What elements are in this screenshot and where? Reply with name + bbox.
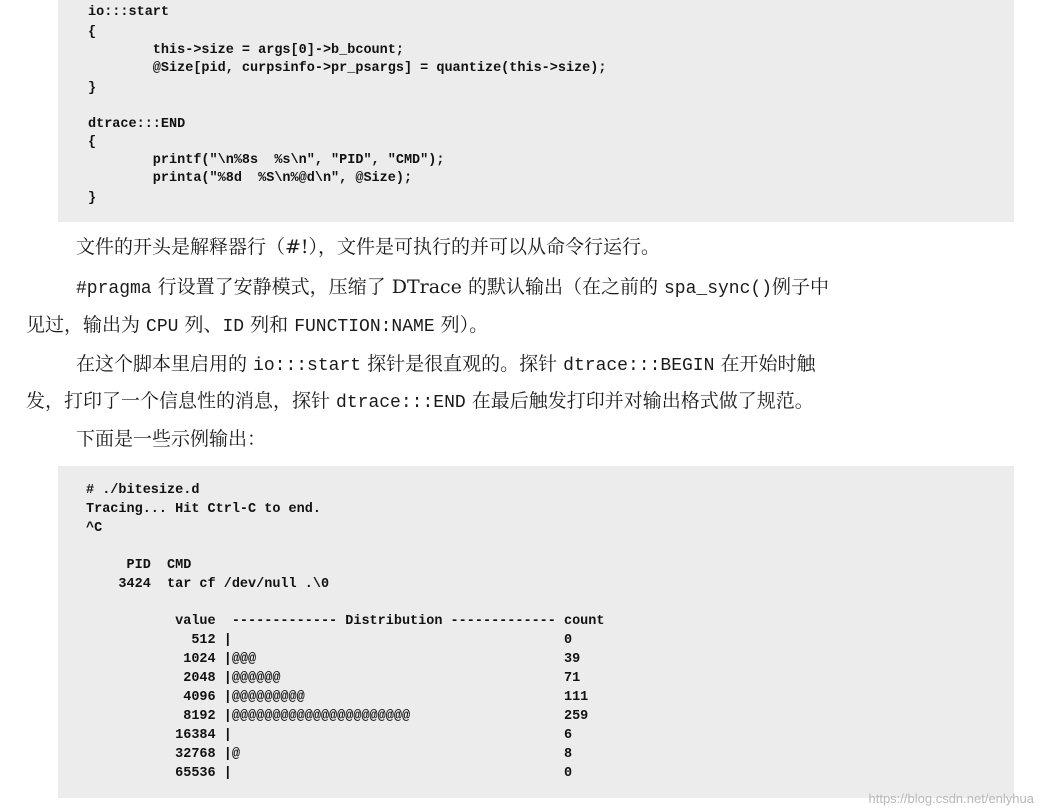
paragraph-text: 发，打印了一个信息性的消息，探针 bbox=[26, 390, 337, 412]
code-line: printa("%8d %S\n%@d\n", @Size); bbox=[88, 171, 413, 186]
code-line: } bbox=[88, 81, 97, 96]
histogram-row: 65536 | 0 bbox=[86, 766, 573, 781]
paragraph-sample-output-intro: 下面是一些示例输出： bbox=[76, 428, 267, 450]
paragraph-text: 行设置了安静模式，压缩了 DTrace 的默认输出（在之前的 bbox=[151, 276, 664, 298]
paragraph-text: 见过，输出为 bbox=[26, 314, 147, 336]
code-block-dtrace-script bbox=[58, 0, 1014, 222]
code-line: { bbox=[88, 135, 97, 150]
output-line: # ./bitesize.d bbox=[86, 483, 200, 498]
paragraph-pragma-line1 bbox=[76, 275, 829, 301]
code-line: { bbox=[88, 25, 97, 40]
watermark-url: https://blog.csdn.net/enlyhua bbox=[868, 791, 1034, 806]
histogram-row: 16384 | 6 bbox=[86, 728, 573, 743]
output-line: Tracing... Hit Ctrl-C to end. bbox=[86, 502, 321, 517]
output-line: value ------------- Distribution ------------- count bbox=[86, 614, 605, 629]
paragraph-text: 在开始时触 bbox=[714, 353, 816, 375]
inline-code: dtrace:::END bbox=[336, 393, 466, 413]
paragraph-text: 列）。 bbox=[434, 314, 489, 336]
code-line: } bbox=[88, 191, 97, 206]
paragraph-pragma-line2 bbox=[26, 313, 488, 339]
output-line: 3424 tar cf /dev/null .\0 bbox=[86, 577, 330, 592]
paragraph-interpreter-line: 文件的开头是解释器行（#!），文件是可执行的并可以从命令行运行。 bbox=[76, 236, 661, 258]
paragraph-text: 列、 bbox=[178, 314, 223, 336]
code-line: @Size[pid, curpsinfo->pr_psargs] = quantize(this->size); bbox=[88, 61, 607, 76]
histogram-row: 2048 |@@@@@@ 71 bbox=[86, 671, 581, 686]
inline-code: spa_sync() bbox=[664, 279, 773, 299]
paragraph-probes-line2 bbox=[26, 389, 814, 415]
histogram-row: 4096 |@@@@@@@@@ 111 bbox=[86, 690, 589, 705]
histogram-row: 8192 |@@@@@@@@@@@@@@@@@@@@@@ 259 bbox=[86, 709, 589, 724]
histogram-row: 32768 |@ 8 bbox=[86, 747, 573, 762]
inline-code: io:::start bbox=[253, 356, 362, 376]
paragraph-text: 在这个脚本里启用的 bbox=[76, 353, 254, 375]
code-line: dtrace:::END bbox=[88, 117, 186, 132]
code-line: this->size = args[0]->b_bcount; bbox=[88, 43, 404, 58]
inline-code: CPU bbox=[146, 317, 179, 337]
output-line: PID CMD bbox=[86, 558, 192, 573]
inline-code: FUNCTION:NAME bbox=[294, 317, 435, 337]
inline-code: dtrace:::BEGIN bbox=[563, 356, 715, 376]
output-line: ^C bbox=[86, 521, 103, 536]
code-block-sample-output bbox=[58, 466, 1014, 798]
paragraph-text: 列和 bbox=[244, 314, 295, 336]
code-line: io:::start bbox=[88, 5, 170, 20]
code-line: printf("\n%8s %s\n", "PID", "CMD"); bbox=[88, 153, 445, 168]
inline-code: ID bbox=[222, 317, 245, 337]
histogram-row: 512 | 0 bbox=[86, 633, 573, 648]
paragraph-text: 在最后触发打印并对输出格式做了规范。 bbox=[465, 390, 814, 412]
paragraph-text: 探针是很直观的。探针 bbox=[361, 353, 564, 375]
paragraph-text: 例子中 bbox=[772, 276, 830, 298]
inline-code: #pragma bbox=[76, 279, 152, 299]
paragraph-probes-line1 bbox=[76, 352, 815, 378]
histogram-row: 1024 |@@@ 39 bbox=[86, 652, 581, 667]
